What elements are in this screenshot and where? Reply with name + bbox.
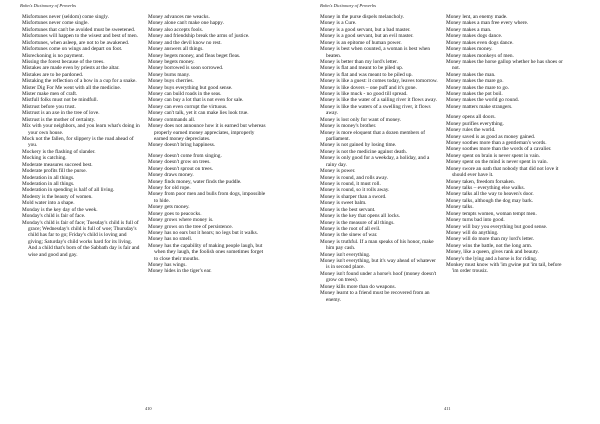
proverb-entry: Money is like the waters of a swelling river, it flows away. xyxy=(320,103,431,117)
proverb-entry: Money is flat and was meant to be piled up. xyxy=(320,71,413,78)
proverb-entry: Money is better than my lord's letter. xyxy=(320,58,398,65)
proverb-entry: Mistrust is the mother of certainty. xyxy=(22,116,96,123)
proverb-entry: Money alone can't make one happy. xyxy=(148,20,224,27)
proverb-entry: Money draws money. xyxy=(148,172,194,179)
proverb-entry: Money is not the medicine against death. xyxy=(320,148,407,155)
proverb-entry: Money begets money. xyxy=(148,58,195,65)
proverb-entry: Money begets money, and fleas beget fleas. xyxy=(148,52,241,59)
proverb-entry: Mold water into a shape. xyxy=(22,200,75,207)
proverb-entry: Money does not announce how it is earned but whereas properly earned money appreciates, improperly earned money depreciates. xyxy=(148,123,266,143)
proverb-entry: Money goes to peacocks. xyxy=(148,210,202,217)
proverb-entry: Money can buy a lot that is not even for sale. xyxy=(148,97,244,104)
proverb-entry: Mister make men of craft. xyxy=(22,91,78,98)
proverb-entry: Money makes money. xyxy=(446,46,493,53)
proverb-entry: Money swore an oath that nobody that did not love it should ever have it. xyxy=(446,165,559,179)
proverb-entry: Misfortunes that can't be avoided must be sweetened. xyxy=(22,26,136,33)
proverb-entry: Money makes dogs dance. xyxy=(446,33,503,40)
proverb-entry: Money isn't found under a horse's hoof (money doesn't grow on trees). xyxy=(320,270,437,284)
proverb-entry: Mistakes are to be pardoned. xyxy=(22,71,84,78)
proverb-entry: Money matters make strangers. xyxy=(446,103,513,110)
proverb-entry: Money for old rope. xyxy=(148,184,191,191)
proverb-entry: Money makes the world go round. xyxy=(446,97,519,104)
proverb-column xyxy=(446,14,566,275)
proverb-entry: Money and the devil know no rest. xyxy=(148,39,222,46)
proverb-entry: Mistakes are made even by priests at the altar. xyxy=(22,65,120,72)
page-number: 411 xyxy=(444,406,451,411)
proverb-entry: Money can't talk, yet it can make lies look true. xyxy=(148,110,249,117)
proverb-entry: Money is money's brother. xyxy=(320,123,377,130)
proverb-entry: Money is round, and rolls away. xyxy=(320,174,389,181)
proverb-entry: Money soothes more than a gentleman's words. xyxy=(446,140,547,147)
proverb-entry: Money is a good servant, but an evil master. xyxy=(320,33,414,40)
proverb-entry: Money is not gained by losing time. xyxy=(320,142,397,149)
running-head: Bohn's Dictionary of Proverbs xyxy=(320,3,377,8)
proverb-entry: Money is flat and meant to be piled up. xyxy=(320,65,404,72)
proverb-entry: Mocking is catching. xyxy=(22,155,67,162)
proverb-entry: Mockery is the flashing of slander. xyxy=(22,148,96,155)
proverb-entry: Money can even corrupt the virtuous. xyxy=(148,103,228,110)
proverb-entry: Money will do anything. xyxy=(446,229,499,236)
proverb-entry: Money will do more than my lord's letter. xyxy=(446,236,535,243)
proverb-entry: Money buys cherries. xyxy=(148,78,194,85)
proverb-entry: Money is best when counted, a woman is best when beaten. xyxy=(320,46,431,59)
proverb-entry: Money doesn't come from singing. xyxy=(148,152,222,159)
proverb-entry: Money talks, although the dog may bark. xyxy=(446,197,534,204)
proverb-entry: Money isn't everything, but it's way ahead of whatever is in second place. xyxy=(320,258,436,271)
proverb-entry: Money also accepts fools. xyxy=(148,26,204,33)
proverb-entry: Money is power. xyxy=(320,168,356,175)
proverb-column xyxy=(22,14,142,258)
proverb-entry: Money talks – everything else walks. xyxy=(446,184,525,191)
proverb-entry: Money is round, it must roll. xyxy=(320,180,381,187)
proverb-entry: Money, like a queen, gives rank and beauty. xyxy=(446,249,539,256)
proverb-entry: Money is an epitome of human power. xyxy=(320,39,402,46)
proverb-entry: Money doesn't grow on trees. xyxy=(148,159,211,166)
proverb-entry: Modesty is the beauty of women. xyxy=(22,193,93,200)
proverb-entry: Money makes the pot boil. xyxy=(446,91,503,98)
proverb-entry: Money purifies everything. xyxy=(446,120,504,127)
proverb-entry: Money's the lying and a horse is for riding. xyxy=(446,255,538,262)
proverb-entry: Money is the best servant. xyxy=(320,206,376,213)
proverb-entry: Money is more eloquent that a dozen members of parliament. xyxy=(320,129,426,143)
proverb-entry: Money has no smell. xyxy=(148,236,193,243)
proverb-entry: Misreckoning is no payment. xyxy=(22,52,84,59)
proverb-entry: Money is like dovers – one puff and it's gone. xyxy=(320,84,417,91)
proverb-entry: Monday's child is fair of face; Tuesday's child is full of grace; Wednesday's child is full of woe; Thursday's child has far to go; Friday's child is loving and giving; Saturday's child works hard for its living. And a child that's born of the Sabbath day is fair and wise and good and gay. xyxy=(22,219,140,258)
proverb-entry: Money turns bad into good. xyxy=(446,217,505,224)
proverb-entry: Money commands all. xyxy=(148,116,196,123)
proverb-entry: Moderation in all things. xyxy=(22,174,75,181)
proverb-entry: Money soothes more than the words of a cavalier. xyxy=(446,146,552,153)
proverb-entry: Money grows where money is. xyxy=(148,217,214,224)
proverb-entry: Money is the root of all evil. xyxy=(320,225,381,232)
proverb-entry: Money from poor men and bulls from dogs, impossible to hide. xyxy=(148,191,266,204)
right-page xyxy=(300,0,600,424)
proverb-entry: Money is the measure of all things. xyxy=(320,219,395,226)
proverb-entry: Money rules the world. xyxy=(446,127,496,134)
proverb-entry: Money makes the horse gallop whether he has shoes or not. xyxy=(446,58,563,72)
page-number: 410 xyxy=(145,406,152,411)
proverb-entry: Misfortunes, when asleep, are not to be awakened. xyxy=(22,39,130,46)
proverb-entry: Money is like muck - no good till spread. xyxy=(320,91,408,98)
proverb-entry: Mister Dig For Me went with all the medicine. xyxy=(22,84,122,91)
proverb-entry: Missing the forest because of the trees. xyxy=(22,58,105,65)
proverb-entry: Money burns many. xyxy=(148,71,191,78)
running-head: Bohn's Dictionary of Proverbs xyxy=(20,3,77,8)
proverb-entry: Mistrust is an axe in the tree of love. xyxy=(22,110,100,117)
proverb-entry: Mock not the fallen, for slippery is the road ahead of you. xyxy=(22,136,134,149)
proverb-entry: Money is the sinew of war. xyxy=(320,232,378,239)
proverb-entry: Money makes even dogs dance. xyxy=(446,39,514,46)
proverb-entry: Money wins the battle, not the long arm. xyxy=(446,242,533,249)
proverb-entry: Money grows on the tree of persistence. xyxy=(148,223,233,230)
proverb-entry: Money is like a guest: it comes today, leaves tomorrow. xyxy=(320,78,438,85)
proverb-entry: Misfortunes will happen to the wisest and best of men. xyxy=(22,33,138,40)
proverb-entry: Money is the key that opens all locks. xyxy=(320,213,401,220)
proverb-entry: Mistfull folks must not be mindfull. xyxy=(22,97,98,104)
proverb-entry: Money finds money, water finds the puddle. xyxy=(148,178,242,185)
proverb-entry: Mistrust before you trust. xyxy=(22,103,76,110)
proverb-entry: Money borrowed is soon sorrowed. xyxy=(148,65,224,72)
proverb-entry: Money doesn't bring happiness. xyxy=(148,142,216,149)
proverb-entry: Money makes the man. xyxy=(446,71,496,78)
proverb-entry: Money answers all things. xyxy=(148,46,204,53)
proverb-entry: Money doesn't sprout on trees. xyxy=(148,165,213,172)
proverb-entry: Moderate profits fill the purse. xyxy=(22,168,87,175)
proverb-entry: Money is truthful. If a man speaks of his honor, make him pay cash. xyxy=(320,238,434,252)
proverb-entry: Money spent on the mind is never spent in vain. xyxy=(446,159,548,166)
proverb-entry: Money is only good for a weekday, a holiday, and a rainy day. xyxy=(320,155,430,168)
proverb-entry: Money and friendship break the arms of justice. xyxy=(148,33,250,40)
proverb-entry: Money has no ears but it hears; no legs but it walks. xyxy=(148,229,259,236)
proverb-entry: Monkey must know with 'im gwine put 'im tail, before 'im order trousiz. xyxy=(446,262,562,275)
proverb-entry: Money is like the water of a sailing river it flows away. xyxy=(320,97,438,104)
proverb-entry: Money is lost only for want of money. xyxy=(320,116,402,123)
proverb-entry: Money makes a man free every where. xyxy=(446,20,529,27)
proverb-entry: Money taken, freedom forsaken. xyxy=(446,178,515,185)
proverb-entry: Money has the capability of making people laugh, but when they laugh, the foolish ones sometimes forget to close their mouths. xyxy=(148,242,264,262)
proverb-column xyxy=(320,14,440,303)
proverb-entry: Money is sharper than a sword. xyxy=(320,193,387,200)
proverb-entry: Mix with your neighbors, and you learn what's doing in your own house. xyxy=(22,123,140,136)
proverb-entry: Money is a good servant, but a bad master. xyxy=(320,26,411,33)
proverb-entry: Money makes monkeys of men. xyxy=(446,52,514,59)
proverb-entry: Money makes the mare to go. xyxy=(446,84,509,91)
proverb-entry: Money talks all the way to heaven's door. xyxy=(446,191,534,198)
proverb-column xyxy=(148,14,268,275)
proverb-entry: Money saved is as good as money gained. xyxy=(446,133,536,140)
proverb-entry: Monday is the key day of the week. xyxy=(22,206,98,213)
proverb-entry: Mistaking the reflection of a bow in a cup for a snake. xyxy=(22,78,137,85)
proverb-entry: Monday's child is fair of face. xyxy=(22,213,86,220)
proverb-entry: Misfortunes never (seldom) come singly. xyxy=(22,14,109,20)
proverb-entry: Money kills more than do weapons. xyxy=(320,283,396,290)
proverb-entry: Money tempts women, woman tempt men. xyxy=(446,210,537,217)
proverb-entry: Money is sweet balm. xyxy=(320,200,367,207)
proverb-entry: Money gets money. xyxy=(148,204,190,211)
proverb-entry: Money advances me weacks. xyxy=(148,14,210,20)
proverb-entry: Money lent, an enemy made. xyxy=(446,14,508,20)
proverb-entry: Money makes the mare go. xyxy=(446,78,504,85)
proverb-entry: Money can build roads in the seas. xyxy=(148,91,222,98)
proverb-entry: Money talks. xyxy=(446,204,474,211)
proverb-entry: Money is round, so it rolls away. xyxy=(320,187,390,194)
proverb-entry: Money opens all doors. xyxy=(446,114,496,121)
proverb-entry: Money spent on brain is never spent in vain. xyxy=(446,152,541,159)
proverb-entry: Money has wings. xyxy=(148,262,187,269)
proverb-entry: Money learnt to a friend must be recovered from an enemy. xyxy=(320,290,430,303)
proverb-entry: Money in the purse dispels melancholy. xyxy=(320,14,405,20)
proverb-entry: Misfortunes never come single. xyxy=(22,20,89,27)
proverb-entry: Money buys everything but good sense. xyxy=(148,84,233,91)
proverb-entry: Money will buy you everything but good sense. xyxy=(446,223,548,230)
proverb-entry: Moderation in all things. xyxy=(22,180,75,187)
proverb-entry: Moderate measures succeed best. xyxy=(22,161,93,168)
proverb-entry: Money isn't everything. xyxy=(320,251,371,258)
proverb-entry: Money hides in the tiger's ear. xyxy=(148,268,212,275)
proverb-entry: Money makes a man. xyxy=(446,26,492,33)
proverb-entry: Misfortunes come on wings and depart on foot. xyxy=(22,46,123,53)
proverb-entry: Moderation in spending is half of all living. xyxy=(22,187,115,194)
proverb-entry: Money is a Cure. xyxy=(320,20,357,27)
